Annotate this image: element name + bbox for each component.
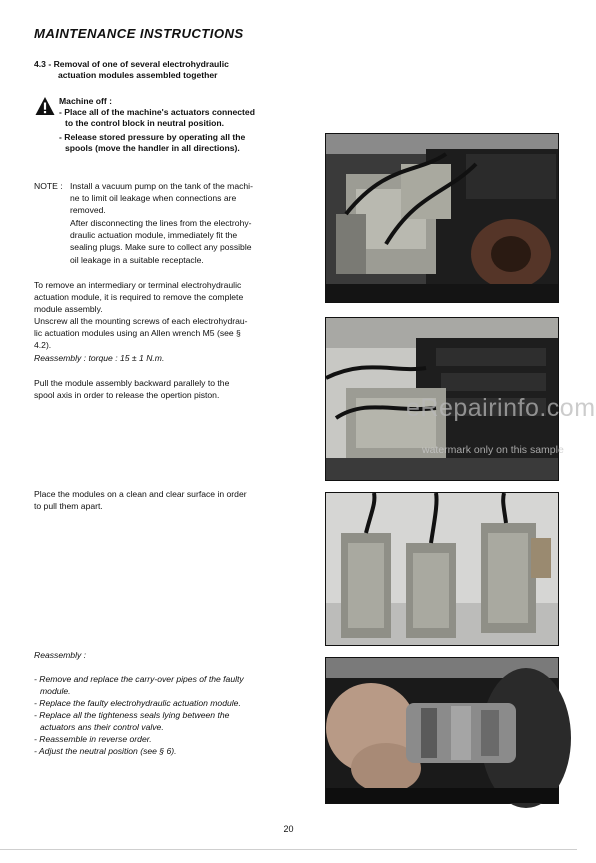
page-number: 20	[283, 824, 294, 834]
body-line: 4.2).	[34, 340, 52, 350]
body-line: actuation module, it is required to remove the complete	[34, 292, 244, 302]
watermark-text: eRepairinfo.com	[406, 394, 596, 422]
reassembly-step: module.	[40, 686, 71, 696]
note-line: After disconnecting the lines from the electrohy-	[70, 218, 252, 228]
photo-modules-separated	[325, 492, 559, 646]
note-line: sealing plugs. Make sure to collect any possible	[70, 242, 252, 252]
body-line: Unscrew all the mounting screws of each electrohydrau-	[34, 316, 248, 326]
warning-line: - Place all of the machine's actuators connected	[59, 107, 255, 117]
note-line: oil leakage in a suitable receptacle.	[70, 255, 204, 265]
body-line: To remove an intermediary or terminal electrohydraulic	[34, 280, 242, 290]
note-line: ne to limit oil leakage when connections are	[70, 193, 237, 203]
reassembly-title: Reassembly :	[34, 650, 87, 660]
photo-piston-hand	[325, 657, 559, 804]
reassembly-step: - Replace the faulty electrohydraulic actuation module.	[34, 698, 241, 708]
warning-line: - Release stored pressure by operating all the	[59, 132, 246, 142]
note-line: draulic actuation module, immediately fit the	[70, 230, 238, 240]
body-line: spool axis in order to release the opertion piston.	[34, 390, 220, 400]
note-label: NOTE :	[34, 181, 63, 191]
section-heading-line-1: 4.3 - Removal of one of several electrohydraulic	[34, 59, 229, 69]
reassembly-torque: Reassembly : torque : 15 ± 1 N.m.	[34, 353, 165, 363]
note-line: Install a vacuum pump on the tank of the machi-	[70, 181, 253, 191]
body-line: to pull them apart.	[34, 501, 103, 511]
body-line: Place the modules on a clean and clear surface in order	[34, 489, 247, 499]
section-heading-line-2: actuation modules assembled together	[58, 70, 218, 80]
warning-title: Machine off :	[59, 96, 112, 106]
watermark-subtext: watermark only on this sample	[422, 444, 564, 456]
reassembly-step: - Remove and replace the carry-over pipes of the faulty	[34, 674, 244, 684]
warning-line: to the control block in neutral position.	[65, 118, 224, 128]
warning-triangle-icon	[35, 96, 55, 116]
body-line: module assembly.	[34, 304, 103, 314]
photo-module-assembly-pulled	[325, 317, 596, 481]
body-line: Pull the module assembly backward parallely to the	[34, 378, 230, 388]
reassembly-step: - Adjust the neutral position (see § 6).	[34, 746, 177, 756]
body-line: lic actuation modules using an Allen wrench M5 (see §	[34, 328, 241, 338]
reassembly-step: - Reassemble in reverse order.	[34, 734, 152, 744]
reassembly-step: - Replace all the tighteness seals lying between the	[34, 710, 230, 720]
page-title: MAINTENANCE INSTRUCTIONS	[34, 26, 244, 41]
footer-divider	[0, 849, 577, 850]
note-line: removed.	[70, 205, 106, 215]
photo-valve-block-assembled	[325, 133, 559, 303]
warning-line: spools (move the handler in all directions).	[65, 143, 240, 153]
reassembly-step: actuators ans their control valve.	[40, 722, 164, 732]
